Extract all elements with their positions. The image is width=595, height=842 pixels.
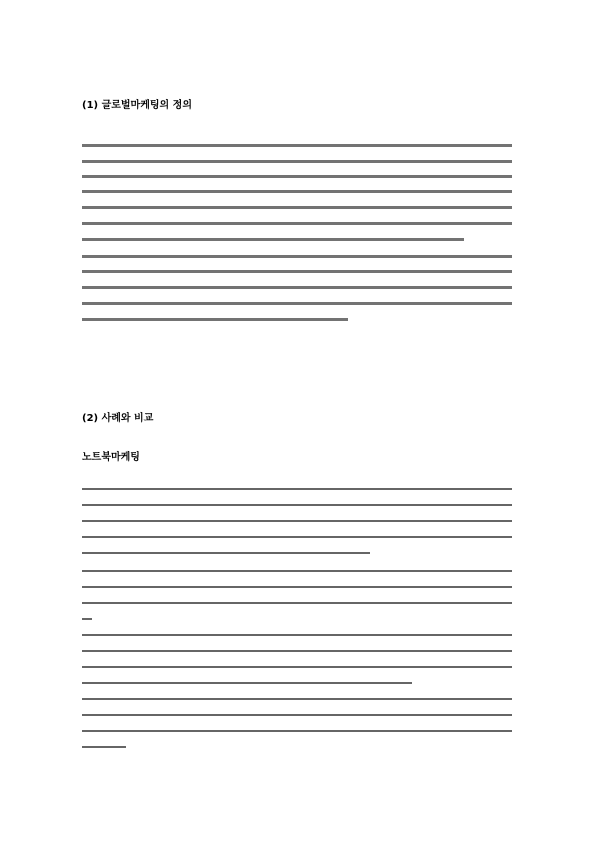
section-1-heading: (1) 글로벌마케팅의 정의 xyxy=(82,100,193,111)
section-2-subheading: 노트북마케팅 xyxy=(82,452,140,463)
section-2-heading: (2) 사례와 비교 xyxy=(82,413,154,424)
